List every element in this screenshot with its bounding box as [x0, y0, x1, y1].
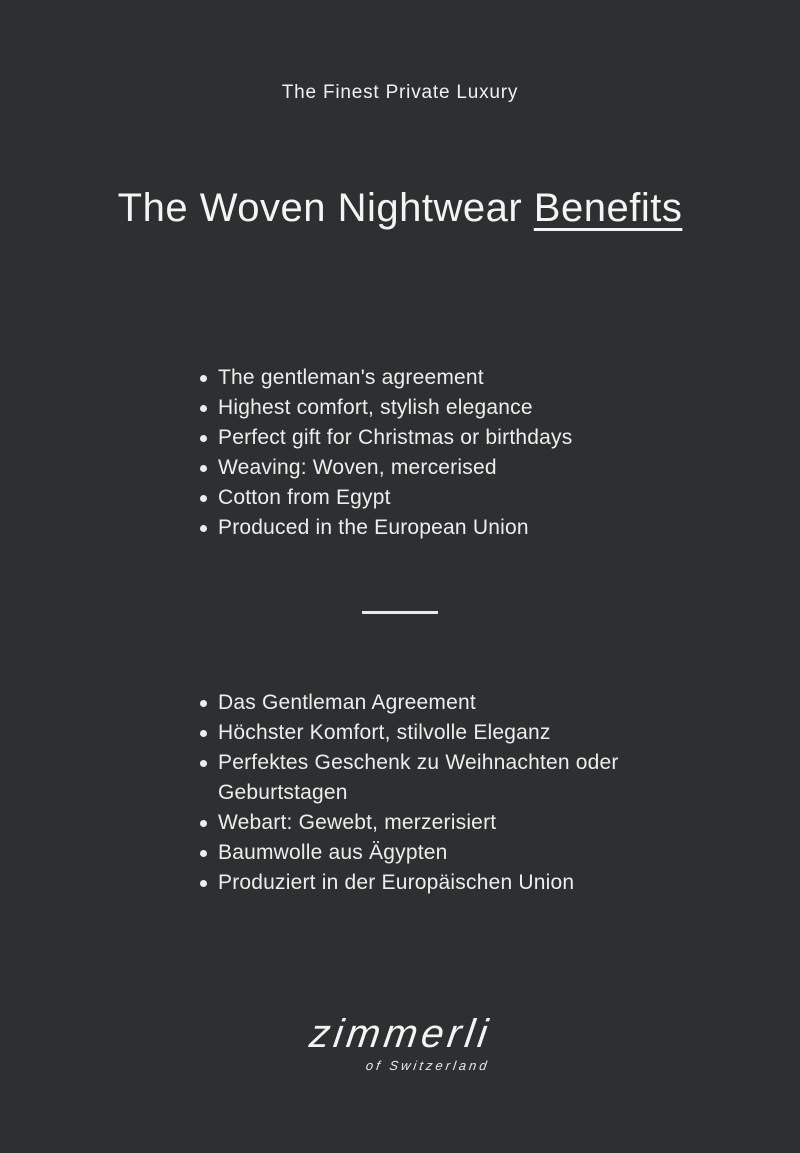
benefit-text: Produziert in der Europäischen Union — [218, 871, 575, 894]
tagline: The Finest Private Luxury — [281, 82, 519, 103]
benefit-text: Das Gentleman Agreement — [218, 691, 476, 714]
benefit-text: The gentleman's agreement — [218, 366, 484, 389]
list-item — [200, 453, 630, 483]
bullet-icon — [200, 880, 207, 887]
list-item — [200, 868, 630, 898]
benefit-text: Highest comfort, stylish elegance — [218, 396, 533, 419]
benefit-text: Höchster Komfort, stilvolle Eleganz — [218, 721, 551, 744]
list-item — [200, 748, 630, 808]
list-item — [200, 688, 630, 718]
bullet-icon — [200, 760, 207, 767]
list-item — [200, 393, 630, 423]
bullet-icon — [200, 700, 207, 707]
benefits-list-en — [200, 363, 630, 543]
bullet-icon — [200, 405, 207, 412]
page-title — [0, 186, 800, 231]
bullet-icon — [200, 375, 207, 382]
benefits-list-de — [200, 688, 630, 898]
list-item — [200, 513, 630, 543]
section-divider — [362, 611, 438, 614]
bullet-icon — [200, 435, 207, 442]
bullet-icon — [200, 525, 207, 532]
bullet-icon — [200, 465, 207, 472]
benefit-text: Perfektes Geschenk zu Weihnachten oder Geburtstagen — [218, 751, 619, 804]
benefit-text: Webart: Gewebt, merzerisiert — [218, 811, 497, 834]
title-main: The Woven Nightwear — [117, 186, 523, 230]
list-item — [200, 483, 630, 513]
list-item — [200, 808, 630, 838]
benefit-text: Cotton from Egypt — [218, 486, 391, 509]
benefit-text: Produced in the European Union — [218, 516, 529, 539]
bullet-icon — [200, 730, 207, 737]
list-item — [200, 718, 630, 748]
title-underlined: Benefits — [533, 186, 683, 230]
bullet-icon — [200, 850, 207, 857]
list-item — [200, 423, 630, 453]
benefit-text: Perfect gift for Christmas or birthdays — [218, 426, 573, 449]
bullet-icon — [200, 495, 207, 502]
list-item — [200, 838, 630, 868]
brand-logo — [0, 1012, 800, 1073]
bullet-icon — [200, 820, 207, 827]
list-item — [200, 363, 630, 393]
benefit-text: Baumwolle aus Ägypten — [218, 841, 448, 864]
brand-tagline: of Switzerland — [365, 1058, 491, 1073]
benefit-text: Weaving: Woven, mercerised — [218, 456, 497, 479]
brand-wordmark: zimmerli — [306, 1012, 494, 1056]
